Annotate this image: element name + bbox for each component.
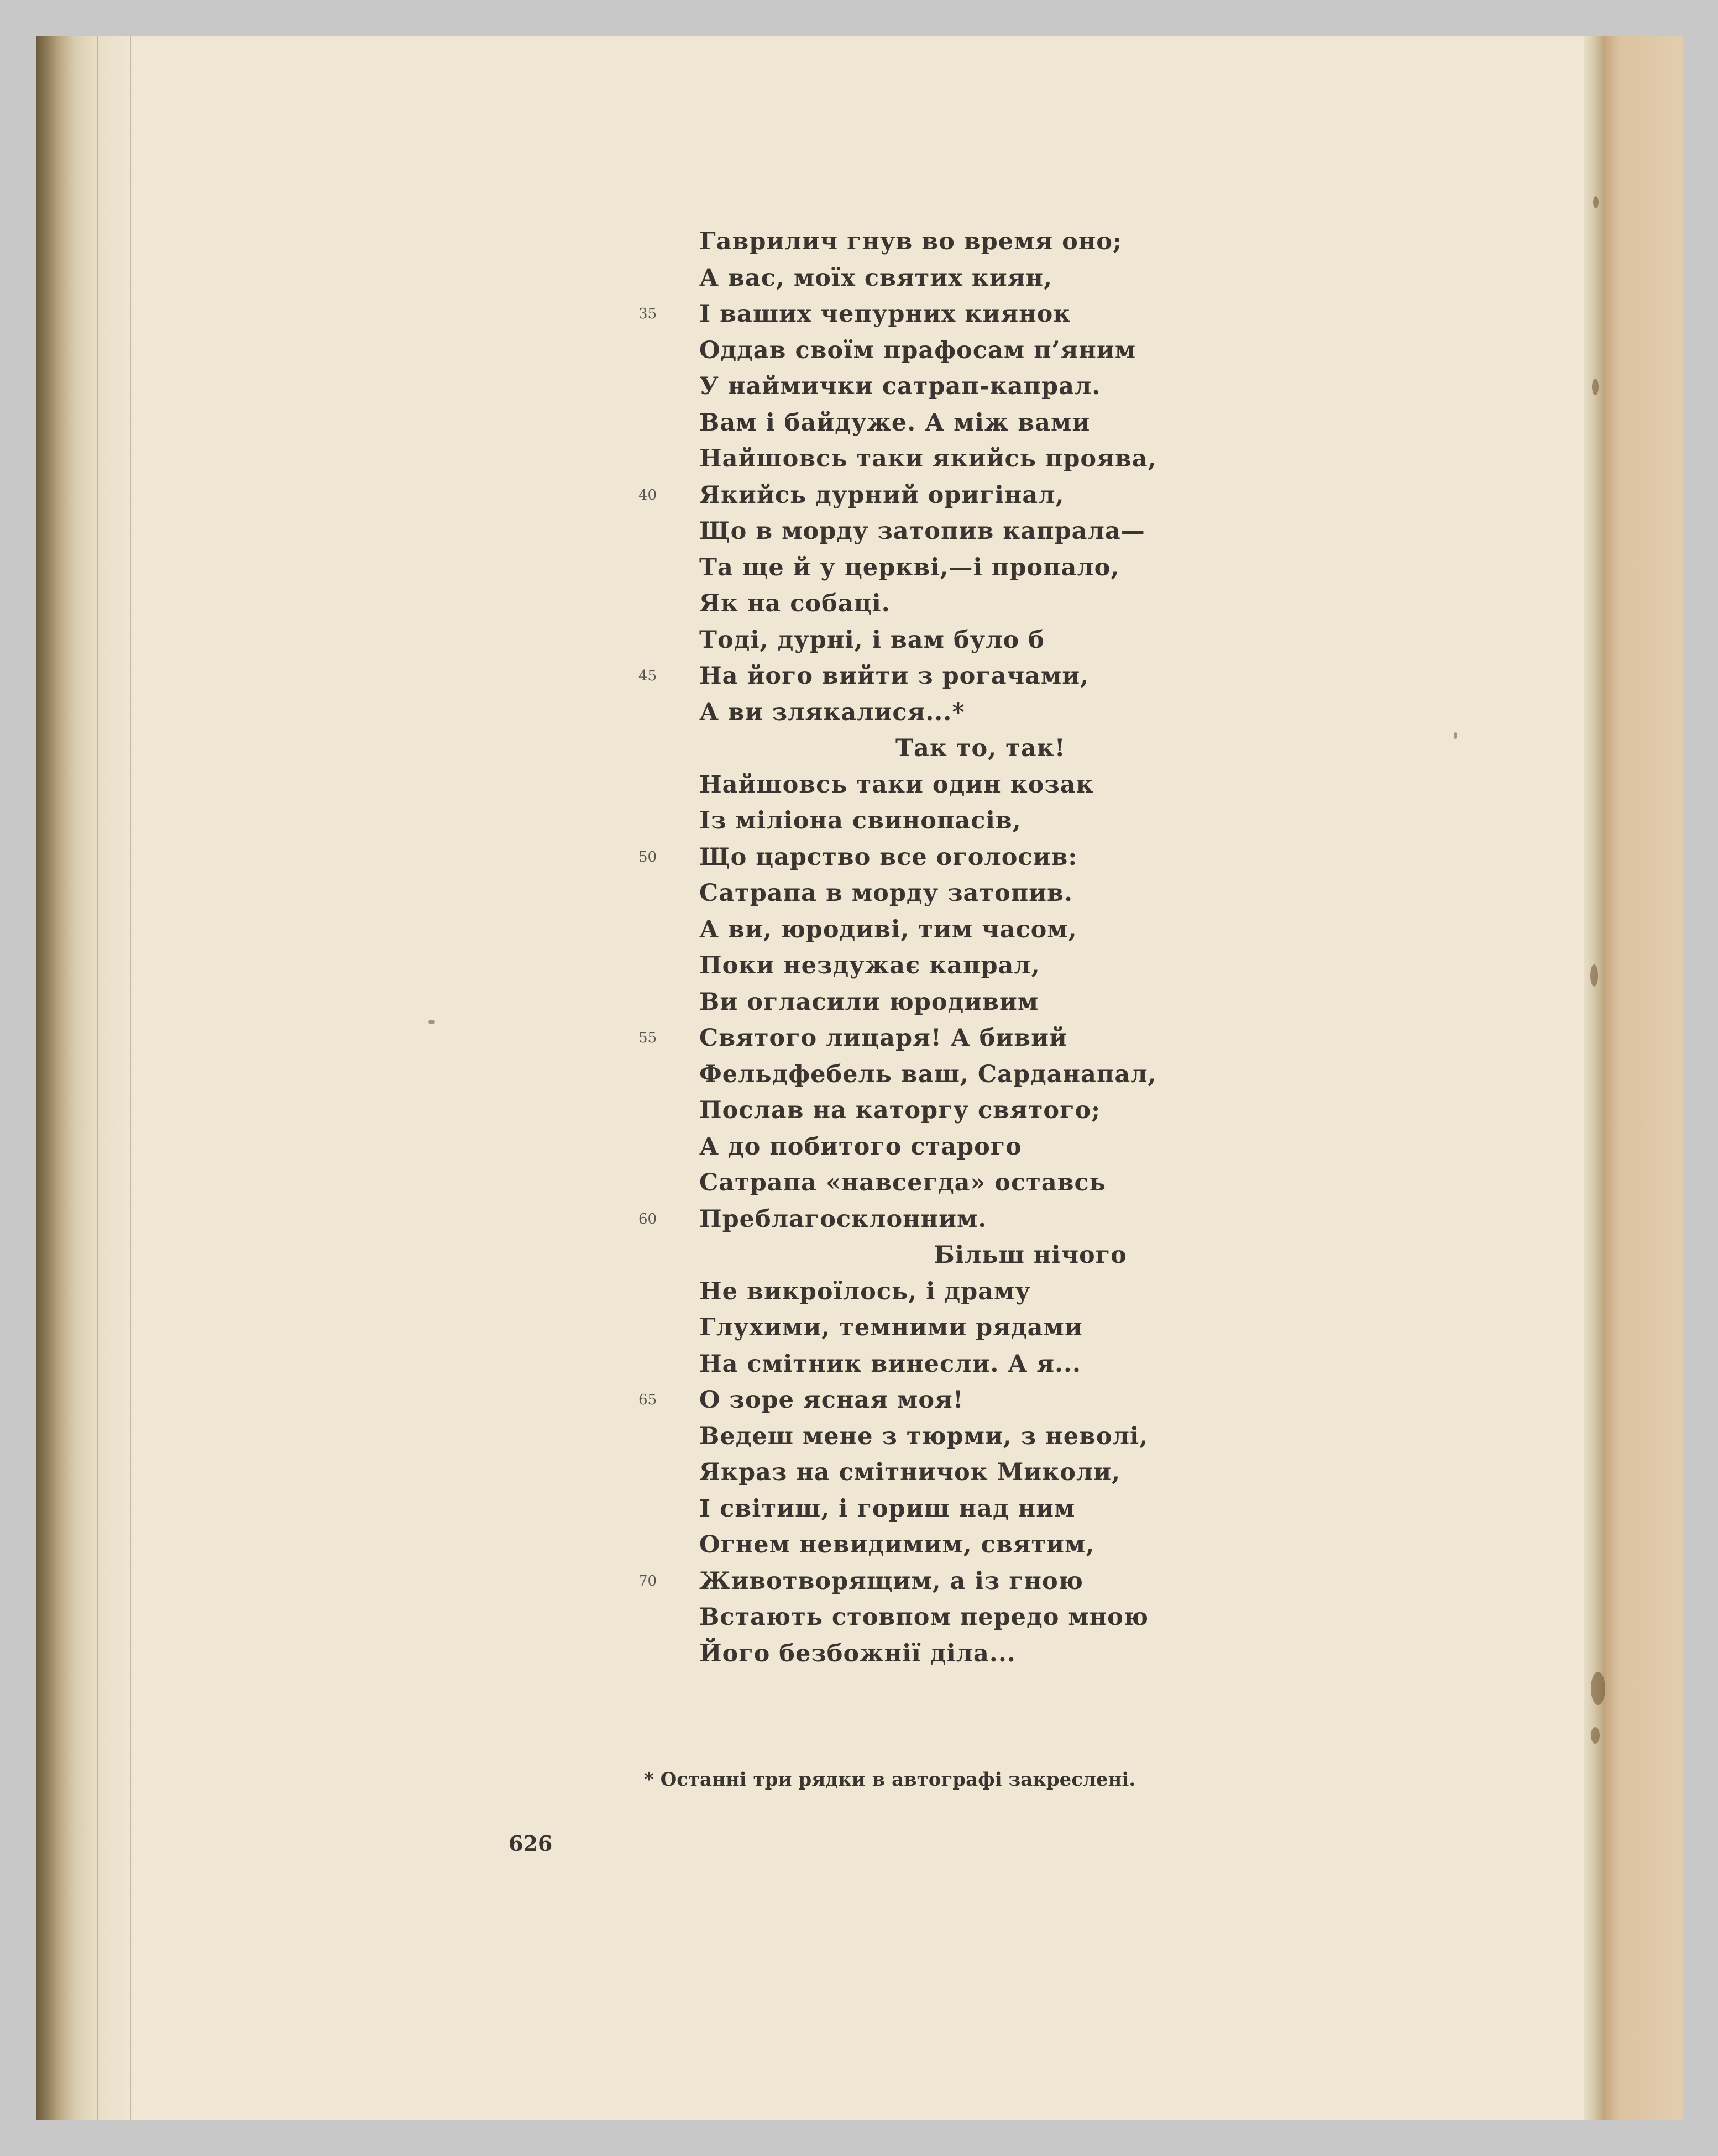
verse-line (699, 1491, 1252, 1528)
verse-text: Животворящим, а із гною (699, 1567, 1083, 1595)
stain-mark (1593, 196, 1599, 208)
verse-text: Найшовсь таки один козак (699, 770, 1094, 799)
verse-line (699, 550, 1252, 586)
verse-text: Найшовсь таки якийсь проява, (699, 445, 1157, 473)
stain-mark (1590, 964, 1598, 987)
verse-text: Глухими, темними рядами (699, 1314, 1083, 1341)
verse-line (699, 1093, 1252, 1129)
verse-line (699, 1599, 1252, 1636)
verse-line (638, 1564, 1252, 1600)
verse-text: А вас, моїх святих киян, (699, 264, 1052, 292)
verse-text: Не викроїлось, і драму (699, 1277, 1031, 1305)
verse-text: Святого лицаря! А бивий (699, 1024, 1067, 1052)
verse-line (699, 912, 1252, 948)
line-number: 70 (638, 1572, 657, 1590)
verse-line (699, 948, 1252, 984)
verse-text: Сатрапа «навсегда» оставсь (699, 1169, 1106, 1197)
verse-text: Так то, так! (895, 735, 1066, 762)
verse-line (699, 984, 1252, 1021)
verse-text: Поки нездужає капрал, (699, 952, 1040, 979)
verse-text: І ваших чепурних киянок (699, 300, 1071, 328)
verse-text: Якийсь дурний оригінал, (699, 481, 1065, 509)
verse-line (699, 1455, 1252, 1491)
verse-line (699, 260, 1252, 297)
verse-text: Вам і байдуже. А між вами (699, 408, 1091, 437)
verse-text: Як на собаці. (699, 590, 891, 617)
verse-line (638, 296, 1252, 333)
verse-line (699, 767, 1252, 804)
verse-line (699, 369, 1252, 405)
verse-text: Тоді, дурні, і вам було б (699, 626, 1045, 654)
verse-line (699, 1310, 1252, 1346)
verse-text: Послав на каторгу святого; (699, 1097, 1101, 1124)
page-number: 626 (509, 1831, 553, 1856)
verse-text: Більш нічого (934, 1241, 1127, 1269)
line-number: 40 (638, 486, 657, 503)
verse-text: А ви, юродиві, тим часом, (699, 915, 1077, 943)
stain-mark (1454, 732, 1457, 739)
verse-text: Та ще й у церкві,—і пропало, (699, 553, 1120, 581)
verse-text: І світиш, і гориш над ним (699, 1494, 1076, 1523)
verse-line (699, 622, 1252, 659)
stain-mark (1592, 379, 1599, 395)
verse-line (638, 1020, 1252, 1057)
verse-line (638, 658, 1252, 695)
line-number: 60 (638, 1210, 657, 1227)
line-number: 50 (638, 848, 657, 865)
line-number: 35 (638, 306, 657, 322)
page-edge-shadow (1584, 36, 1604, 2120)
footnote: * Останні три рядки в автографі закреслені. (644, 1769, 1136, 1791)
verse-line (699, 513, 1252, 550)
verse-text: Фельдфебель ваш, Сарданапал, (699, 1060, 1157, 1088)
verse-text: У наймички сатрап-капрал. (699, 373, 1101, 400)
verse-text: Якраз на смітничок Миколи, (699, 1459, 1121, 1486)
gutter-line (97, 36, 98, 2120)
verse-text: На смітник винесли. А я... (699, 1350, 1081, 1378)
scanned-page (36, 36, 1683, 2120)
verse-text: Ви огласили юродивим (699, 988, 1039, 1016)
verse-line (699, 224, 1252, 260)
verse-text: Огнем невидимим, святим, (699, 1531, 1095, 1559)
verse-line (699, 731, 1252, 767)
verse-line (638, 1382, 1252, 1419)
verse-line (699, 1419, 1252, 1455)
book-binding (36, 36, 135, 2120)
poem-text (638, 224, 1252, 1672)
verse-text: Оддав своїм прафосам п’яним (699, 336, 1136, 364)
verse-text: Ведеш мене з тюрми, з неволі, (699, 1422, 1149, 1450)
gutter-line (130, 36, 131, 2120)
verse-text: Його безбожнії діла... (699, 1639, 1016, 1667)
verse-line (699, 586, 1252, 622)
verse-line (699, 1346, 1252, 1383)
verse-text: Встають стовпом передо мною (699, 1603, 1149, 1631)
verse-text: Із міліона свинопасів, (699, 807, 1022, 835)
verse-text: Що в морду затопив капрала— (699, 517, 1145, 545)
line-number: 55 (638, 1030, 657, 1046)
verse-line (699, 1237, 1252, 1274)
verse-line (699, 695, 1252, 731)
verse-line (699, 1165, 1252, 1202)
verse-line (699, 1057, 1252, 1093)
verse-text: Преблагосклонним. (699, 1205, 987, 1233)
stain-mark (428, 1020, 435, 1024)
verse-line (699, 803, 1252, 840)
stain-mark (1591, 1672, 1605, 1705)
line-number: 65 (638, 1392, 657, 1408)
verse-text: Що царство все оголосив: (699, 843, 1078, 871)
verse-text: А ви злякалися...* (699, 698, 965, 726)
line-number: 45 (638, 668, 657, 684)
verse-line (638, 478, 1252, 514)
next-page-edge (1603, 36, 1683, 2120)
verse-text: На його вийти з рогачами, (699, 662, 1090, 690)
verse-line (699, 875, 1252, 912)
verse-text: А до побитого старого (699, 1132, 1022, 1161)
verse-line (699, 1636, 1252, 1672)
verse-text: О зоре ясная моя! (699, 1386, 964, 1414)
verse-line (699, 333, 1252, 369)
verse-text: Гаврилич гнув во время оно; (699, 228, 1122, 255)
verse-line (638, 840, 1252, 876)
verse-line (699, 1129, 1252, 1166)
verse-line (699, 405, 1252, 442)
verse-line (699, 441, 1252, 478)
verse-line (699, 1527, 1252, 1564)
verse-text: Сатрапа в морду затопив. (699, 879, 1073, 907)
verse-line (699, 1274, 1252, 1310)
verse-line (638, 1202, 1252, 1238)
stain-mark (1591, 1727, 1600, 1744)
